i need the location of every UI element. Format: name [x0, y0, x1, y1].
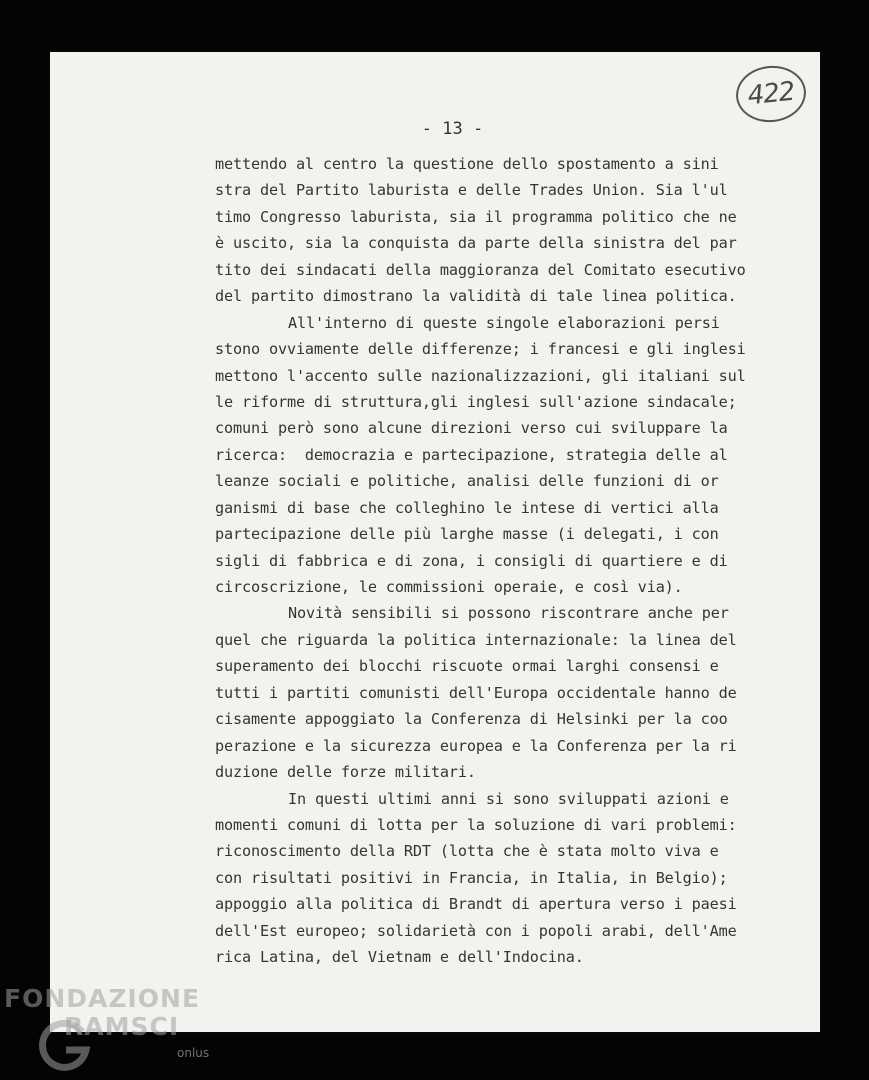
watermark-onlus: onlus: [177, 1046, 210, 1060]
text-line: duzione delle forze militari.: [215, 763, 476, 782]
text-line: perazione e la sicurezza europea e la Conferenza per la ri: [215, 736, 737, 755]
page-number: - 13 -: [421, 119, 484, 139]
text-line: quel che riguarda la politica internazionale: la linea del: [215, 630, 737, 649]
text-line: le riforme di struttura,gli inglesi sull'azione sindacale;: [215, 392, 737, 411]
text-line: mettendo al centro la questione dello spostamento a sini: [215, 155, 719, 173]
text-line: stono ovviamente delle differenze; i francesi e gli inglesi: [215, 340, 746, 359]
text-line: ganismi di base che colleghino le intese di vertici alla: [215, 498, 719, 517]
text-line: leanze sociali e politiche, analisi delle funzioni di or: [215, 472, 719, 491]
text-line: momenti comuni di lotta per la soluzione di vari problemi:: [215, 815, 737, 834]
text-line: sigli di fabbrica e di zona, i consigli di quartiere e di: [215, 551, 728, 570]
text-line: stra del Partito laburista e delle Trades Union. Sia l'ul: [215, 181, 728, 200]
text-line: dell'Est europeo; solidarietà con i popoli arabi, dell'Ame: [215, 921, 737, 940]
text-line: del partito dimostrano la validità di tale linea politica.: [215, 287, 737, 306]
fondazione-gramsci-watermark: [4, 984, 224, 1074]
text-line: riconoscimento della RDT (lotta che è stata molto viva e: [215, 842, 719, 861]
text-line: rica Latina, del Vietnam e dell'Indocina.: [215, 948, 584, 967]
watermark-line1: FONDAZIONE: [4, 984, 201, 1013]
archive-number-stamp: 422: [733, 62, 808, 125]
text-line: circoscrizione, le commissioni operaie, e così via).: [215, 578, 683, 596]
text-line: con risultati positivi in Francia, in Italia, in Belgio);: [215, 868, 728, 887]
text-line: Novità sensibili si possono riscontrare anche per: [288, 604, 729, 623]
text-line: All'interno di queste singole elaborazioni persi: [288, 313, 720, 332]
text-line: ricerca: democrazia e partecipazione, strategia delle al: [215, 445, 728, 464]
text-line: mettono l'accento sulle nazionalizzazioni, gli italiani sul: [215, 366, 746, 385]
text-line: tutti i partiti comunisti dell'Europa occidentale hanno de: [215, 683, 737, 702]
text-line: appoggio alla politica di Brandt di apertura verso i paesi: [215, 895, 737, 914]
text-line: è uscito, sia la conquista da parte della sinistra del par: [215, 234, 737, 253]
text-line: partecipazione delle più larghe masse (i delegati, i con: [215, 525, 719, 544]
text-line: timo Congresso laburista, sia il programma politico che ne: [215, 207, 737, 226]
text-line: comuni però sono alcune direzioni verso cui sviluppare la: [215, 419, 728, 438]
body-text: [215, 151, 775, 971]
text-line: cisamente appoggiato la Conferenza di Helsinki per la coo: [215, 710, 728, 729]
text-line: superamento dei blocchi riscuote ormai larghi consensi e: [215, 657, 719, 676]
watermark-line2: RAMSCI: [64, 1012, 180, 1041]
text-line: tito dei sindacati della maggioranza del Comitato esecutivo: [215, 260, 746, 279]
text-line: In questi ultimi anni si sono sviluppati azioni e: [288, 789, 729, 808]
